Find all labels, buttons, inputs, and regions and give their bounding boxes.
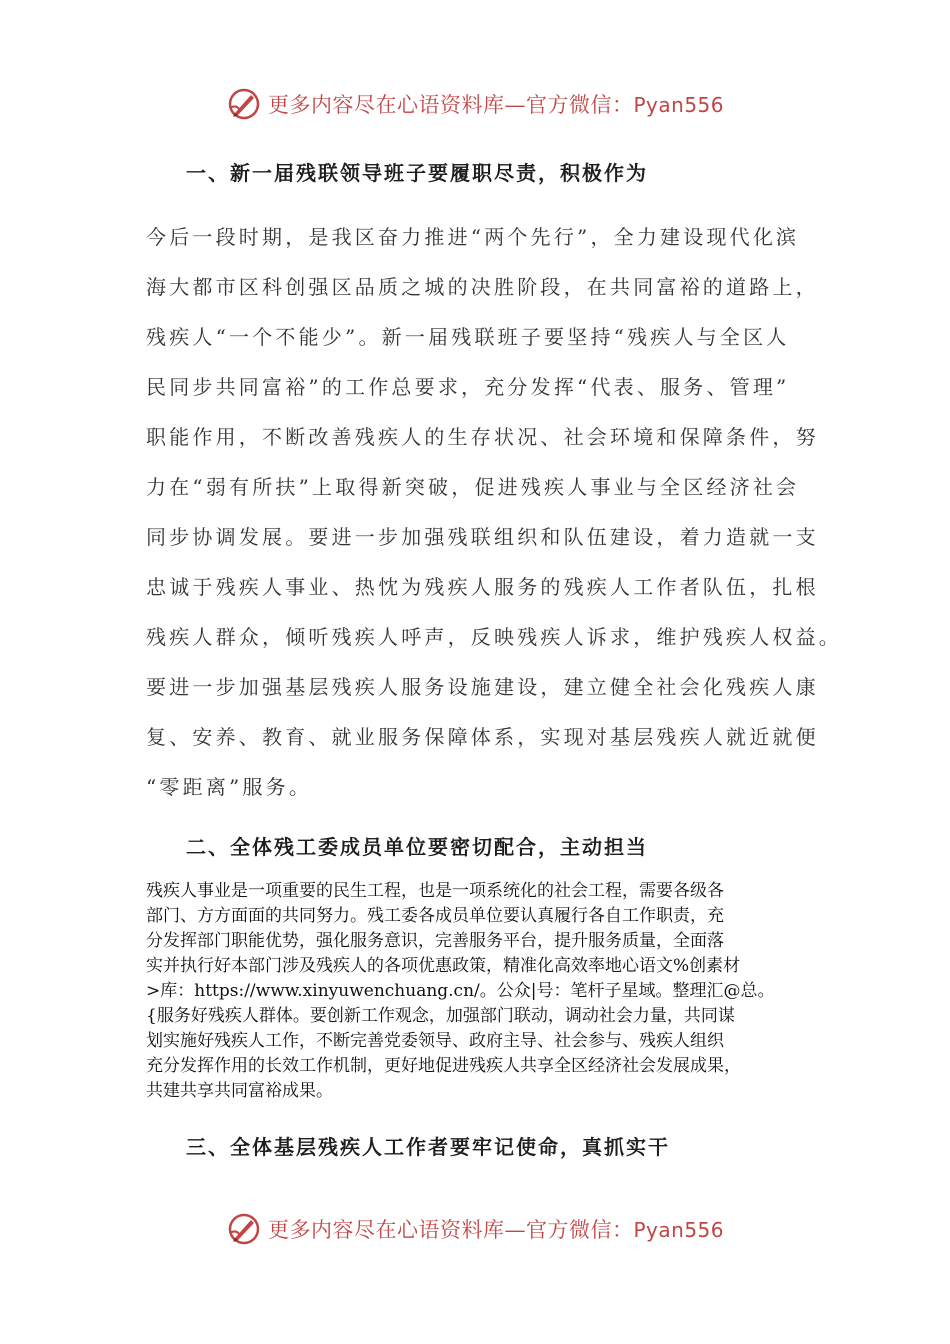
pen-logo-icon (226, 1211, 262, 1247)
paragraph-line: 残疾人事业是一项重要的民生工程，也是一项系统化的社会工程，需要各级各 (146, 881, 724, 901)
banner-text: 更多内容尽在心语资料库—官方微信：Pyan556 (267, 93, 724, 117)
paragraph-line: 实并执行好本部门涉及残疾人的各项优惠政策，精准化高效率地心语文%创素材 (146, 956, 741, 976)
paragraph-line: 力在“弱有所扶”上取得新突破，促进残疾人事业与全区经济社会 (146, 475, 800, 499)
footer-banner (0, 1209, 950, 1249)
paragraph-line: “零距离”服务。 (146, 775, 313, 799)
paragraph-line: 划实施好残疾人工作，不断完善党委领导、政府主导、社会参与、残疾人组织 (146, 1031, 724, 1051)
section-2-heading: 二、全体残工委成员单位要密切配合，主动担当 (186, 835, 648, 859)
paragraph-line: 忠诚于残疾人事业、热忱为残疾人服务的残疾人工作者队伍，扎根 (146, 575, 819, 599)
paragraph-line: 民同步共同富裕”的工作总要求，充分发挥“代表、服务、管理” (146, 375, 790, 399)
paragraph-line: 要进一步加强基层残疾人服务设施建设，建立健全社会化残疾人康 (146, 675, 819, 699)
paragraph-line: >库：https://www.xinyuwenchuang.cn/。公众|号：笔杆子星域。整理汇@总。 (146, 981, 775, 1001)
paragraph-line: 残疾人“一个不能少”。新一届残联班子要坚持“残疾人与全区人 (146, 325, 790, 349)
paragraph-line: 职能作用，不断改善残疾人的生存状况、社会环境和保障条件，努 (146, 425, 819, 449)
pen-logo-icon (226, 86, 262, 122)
banner-text: 更多内容尽在心语资料库—官方微信：Pyan556 (267, 1218, 724, 1242)
paragraph-line: 今后一段时期，是我区奋力推进“两个先行”，全力建设现代化滨 (146, 225, 800, 249)
paragraph-line: 分发挥部门职能优势，强化服务意识，完善服务平台，提升服务质量，全面落 (146, 931, 724, 951)
section-1-paragraph (146, 212, 842, 812)
header-banner (0, 84, 950, 124)
paragraph-line: 残疾人群众，倾听残疾人呼声，反映残疾人诉求，维护残疾人权益。 (146, 625, 842, 649)
paragraph-line: 共建共享共同富裕成果。 (146, 1081, 333, 1101)
paragraph-line: 充分发挥作用的长效工作机制，更好地促进残疾人共享全区经济社会发展成果， (146, 1056, 741, 1076)
paragraph-line: {服务好残疾人群体。要创新工作观念，加强部门联动，调动社会力量，共同谋 (146, 1006, 735, 1026)
paragraph-line: 部门、方方面面的共同努力。残工委各成员单位要认真履行各自工作职责，充 (146, 906, 724, 926)
paragraph-line: 海大都市区科创强区品质之城的决胜阶段，在共同富裕的道路上， (146, 275, 819, 299)
section-1-heading: 一、新一届残联领导班子要履职尽责，积极作为 (186, 161, 648, 185)
paragraph-line: 同步协调发展。要进一步加强残联组织和队伍建设，着力造就一支 (146, 525, 819, 549)
section-3-heading: 三、全体基层残疾人工作者要牢记使命，真抓实干 (186, 1135, 670, 1159)
paragraph-line: 复、安养、教育、就业服务保障体系，实现对基层残疾人就近就便 (146, 725, 819, 749)
section-2-paragraph (146, 879, 826, 1104)
